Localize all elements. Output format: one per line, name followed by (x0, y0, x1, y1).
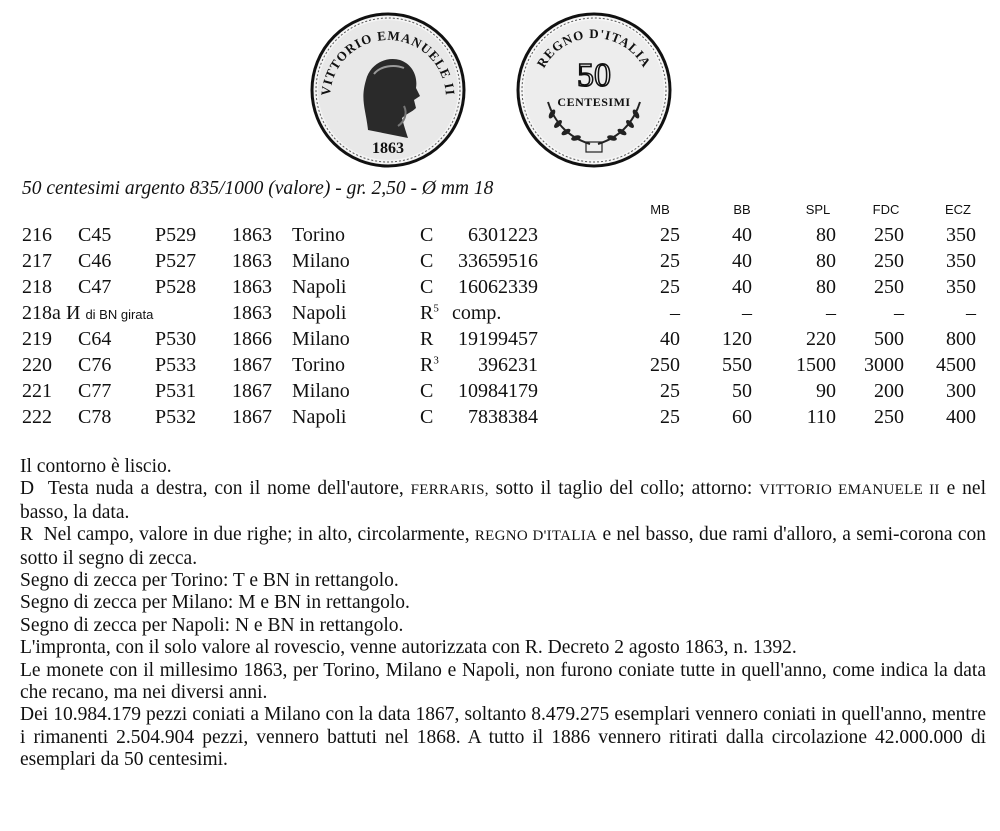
c-ref: C64 (78, 328, 112, 350)
value-bb: 50 (732, 380, 752, 402)
p-ref: P532 (155, 406, 197, 428)
mintage: 10984179 (458, 380, 538, 402)
table-row (0, 276, 1000, 300)
table-row (0, 224, 1000, 248)
value-spl: 110 (806, 406, 836, 428)
value-fdc: 500 (874, 328, 904, 350)
table-row (0, 250, 1000, 274)
rarity-degree: 5 (433, 302, 439, 315)
year: 1867 (232, 380, 272, 402)
value-mb: 250 (650, 354, 680, 376)
edge-note: Il contorno è liscio. (20, 456, 172, 477)
value-mb: 25 (660, 224, 680, 246)
p-ref: P530 (155, 328, 197, 350)
c-ref: C45 (78, 224, 112, 246)
value-ecz: 800 (946, 328, 976, 350)
value-ecz: 4500 (936, 354, 976, 376)
c-ref: C77 (78, 380, 112, 402)
rarity: C (420, 406, 434, 428)
value-bb: 40 (732, 224, 752, 246)
year: 1863 (232, 224, 272, 246)
value-ecz: 350 (946, 276, 976, 298)
rarity: C (420, 250, 434, 272)
grade-fdc: FDC (872, 202, 900, 217)
value-spl: 90 (816, 380, 836, 402)
grade-ecz: ECZ (945, 202, 971, 217)
grade-spl: SPL (805, 202, 831, 217)
mintage: 6301223 (468, 224, 538, 246)
value-spl: 80 (816, 224, 836, 246)
value-ecz: 350 (946, 250, 976, 272)
catalog-number: 220 (22, 354, 52, 376)
mint: Torino (292, 354, 346, 376)
year: 1867 (232, 406, 272, 428)
value-mb: 25 (660, 406, 680, 428)
note-1863: Le monete con il millesimo 1863, per Torino, Milano e Napoli, non furono coniate tutte in quell'anno, come indica la data che recano, ma nei diversi anni. (20, 659, 986, 704)
coin-reverse (514, 10, 674, 170)
rarity: $R^3$ (420, 354, 439, 376)
value-mb: 40 (660, 328, 680, 350)
catalog-number: 218 (22, 276, 52, 298)
rarity-degree: 3 (433, 354, 439, 367)
obverse-date: 1863 (372, 140, 404, 157)
mintage: 19199457 (458, 328, 538, 350)
coin-images (0, 6, 1000, 166)
coin-obverse (308, 10, 468, 170)
value-spl: 220 (806, 328, 836, 350)
value-spl: 80 (816, 250, 836, 272)
value-fdc: 200 (874, 380, 904, 402)
year: 1863 (232, 276, 272, 298)
catalog-number: 221 (22, 380, 52, 402)
p-ref: P529 (155, 224, 197, 246)
mint: Torino (292, 224, 346, 246)
year: 1866 (232, 328, 272, 350)
value-fdc: 250 (874, 250, 904, 272)
obverse-description: D Testa nuda a destra, con il nome dell'autore, FERRARIS, sotto il taglio del collo; attorno: VITTORIO EMANUELE II e nel basso, la data. (20, 478, 986, 523)
year: 1863 (232, 302, 272, 324)
obverse-legend: VITTORIO EMANUELE II (317, 27, 459, 97)
description-block (20, 456, 986, 772)
decree-note: L'impronta, con il solo valore al rovescio, venne autorizzata con R. Decreto 2 agosto 1863, n. 1392. (20, 637, 797, 659)
p-ref: P533 (155, 354, 197, 376)
table-row (0, 302, 1000, 326)
year: 1867 (232, 354, 272, 376)
reverse-value: 50 (577, 57, 611, 94)
value-mb: – (670, 302, 680, 324)
value-fdc: 250 (874, 224, 904, 246)
value-mb: 25 (660, 276, 680, 298)
grade-bb: BB (733, 202, 751, 217)
mintmark-torino: Segno di zecca per Torino: T e BN in rettangolo. (20, 570, 399, 592)
note-1867: Dei 10.984.179 pezzi coniati a Milano con la data 1867, soltanto 8.479.275 esemplari vennero coniati in quell'anno, mentre i rimanenti 2.504.904 pezzi, vennero battuti nel 1868. A tutto il 1886 vennero ritirati dalla circolazione 42.000.000 di esemplari da 50 centesimi. (20, 704, 986, 771)
p-ref: P528 (155, 276, 197, 298)
table-row (0, 380, 1000, 404)
mint: Milano (292, 250, 350, 272)
variant-mark: И (66, 302, 81, 324)
variant-text: di BN girata (85, 307, 154, 322)
c-ref: C46 (78, 250, 112, 272)
mint: Napoli (292, 406, 347, 428)
value-bb: 40 (732, 276, 752, 298)
catalog-number: 222 (22, 406, 52, 428)
catalog-number: 218a (22, 302, 61, 324)
rarity: $R^5$ (420, 302, 439, 324)
p-ref: P531 (155, 380, 197, 402)
mint: Milano (292, 380, 350, 402)
rarity: C (420, 224, 434, 246)
reverse-unit: CENTESIMI (557, 95, 631, 109)
reverse-description: R Nel campo, valore in due righe; in alto, circolarmente, REGNO D'ITALIA e nel basso, due rami d'alloro, a semi-corona con sotto il segno di zecca. (20, 524, 986, 569)
table-row (0, 354, 1000, 378)
c-ref: C76 (78, 354, 112, 376)
c-ref: C78 (78, 406, 112, 428)
variant-description (66, 302, 153, 325)
value-fdc: 250 (874, 276, 904, 298)
mintage-note: comp. (452, 302, 502, 324)
author-name: FERRARIS, (410, 482, 489, 499)
mintage: 396231 (478, 354, 538, 376)
grade-header (0, 202, 1000, 220)
value-spl: 1500 (796, 354, 836, 376)
value-fdc: 3000 (864, 354, 904, 376)
mintage: 7838384 (468, 406, 538, 428)
table-row (0, 406, 1000, 430)
value-bb: 550 (722, 354, 752, 376)
catalog-number: 217 (22, 250, 52, 272)
value-mb: 25 (660, 250, 680, 272)
value-ecz: 350 (946, 224, 976, 246)
catalog-number: 219 (22, 328, 52, 350)
reverse-legend: REGNO D'ITALIA (533, 25, 655, 71)
rarity: C (420, 380, 434, 402)
mintage: 33659516 (458, 250, 538, 272)
mintmark-napoli: Segno di zecca per Napoli: N e BN in rettangolo. (20, 614, 404, 636)
value-bb: 120 (722, 328, 752, 350)
c-ref: C47 (78, 276, 112, 298)
value-ecz: – (966, 302, 976, 324)
value-bb: – (742, 302, 752, 324)
mintage: 16062339 (458, 276, 538, 298)
value-ecz: 400 (946, 406, 976, 428)
value-fdc: 250 (874, 406, 904, 428)
p-ref: P527 (155, 250, 197, 272)
mint: Napoli (292, 302, 347, 324)
rarity: R (420, 328, 434, 350)
value-bb: 40 (732, 250, 752, 272)
rarity: C (420, 276, 434, 298)
year: 1863 (232, 250, 272, 272)
value-ecz: 300 (946, 380, 976, 402)
mintmark-milano: Segno di zecca per Milano: M e BN in rettangolo. (20, 592, 410, 614)
mint: Napoli (292, 276, 347, 298)
catalog-number: 216 (22, 224, 52, 246)
value-mb: 25 (660, 380, 680, 402)
value-bb: 60 (732, 406, 752, 428)
value-spl: 80 (816, 276, 836, 298)
obverse-legend-text: VITTORIO EMANUELE II (759, 482, 940, 499)
mint: Milano (292, 328, 350, 350)
coin-heading: 50 centesimi argento 835/1000 (valore) - gr. 2,50 - Ø mm 18 (22, 178, 494, 199)
grade-mb: MB (650, 202, 670, 217)
value-spl: – (826, 302, 836, 324)
table-row (0, 328, 1000, 352)
value-fdc: – (894, 302, 904, 324)
reverse-legend-text: REGNO D'ITALIA (474, 528, 598, 545)
